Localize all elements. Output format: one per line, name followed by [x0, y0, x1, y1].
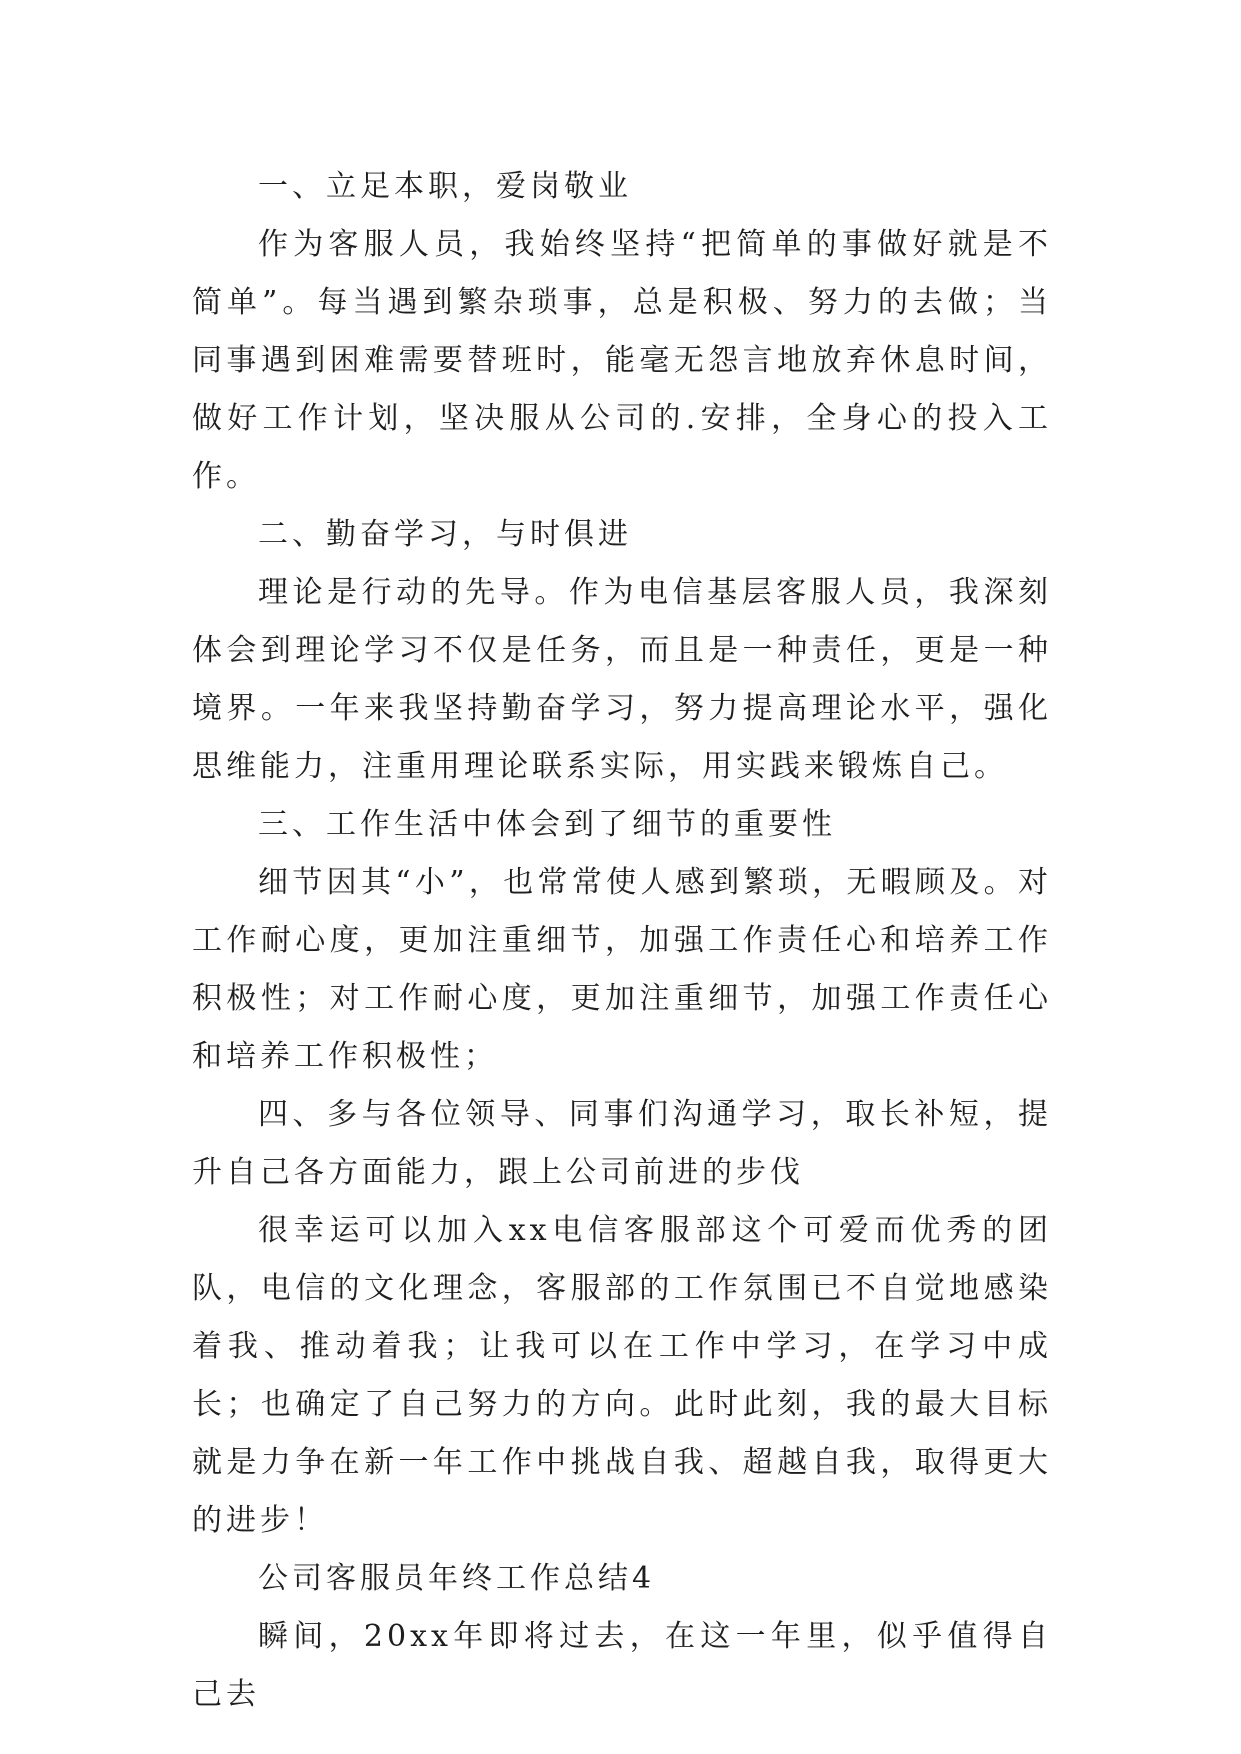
section-heading-1: 一、立足本职，爱岗敬业	[258, 169, 632, 204]
paragraph-2: 理论是行动的先导。作为电信基层客服人员，我深刻体会到理论学习不仅是任务，而且是一种责任，更是一种境界。一年来我坚持勤奋学习，努力提高理论水平，强化思维能力，注重用理论联系实际，用实践来锻炼自己。	[192, 575, 1052, 784]
section-heading-4: 四、多与各位领导、同事们沟通学习，取长补短，提升自己各方面能力，跟上公司前进的步伐	[192, 1097, 1052, 1190]
paragraph-4: 很幸运可以加入xx电信客服部这个可爱而优秀的团队，电信的文化理念，客服部的工作氛围已不自觉地感染着我、推动着我；让我可以在工作中学习，在学习中成长；也确定了自己努力的方向。此时此刻，我的最大目标就是力争在新一年工作中挑战自我、超越自我，取得更大的进步！	[192, 1213, 1052, 1538]
paragraph-1: 作为客服人员，我始终坚持“把简单的事做好就是不简单”。每当遇到繁杂琐事，总是积极、努力的去做；当同事遇到困难需要替班时，能毫无怨言地放弃休息时间，做好工作计划，坚决服从公司的.安排，全身心的投入工作。	[192, 227, 1052, 494]
section-heading-2: 二、勤奋学习，与时俱进	[258, 517, 632, 552]
document-body	[192, 158, 1052, 1724]
article-title: 公司客服员年终工作总结4	[258, 1561, 656, 1596]
paragraph-5: 瞬间，20xx年即将过去，在这一年里，似乎值得自己去	[192, 1619, 1052, 1712]
paragraph-3: 细节因其“小”，也常常使人感到繁琐，无暇顾及。对工作耐心度，更加注重细节，加强工作责任心和培养工作积极性；对工作耐心度，更加注重细节，加强工作责任心和培养工作积极性；	[192, 865, 1052, 1074]
section-heading-3: 三、工作生活中体会到了细节的重要性	[258, 807, 836, 842]
